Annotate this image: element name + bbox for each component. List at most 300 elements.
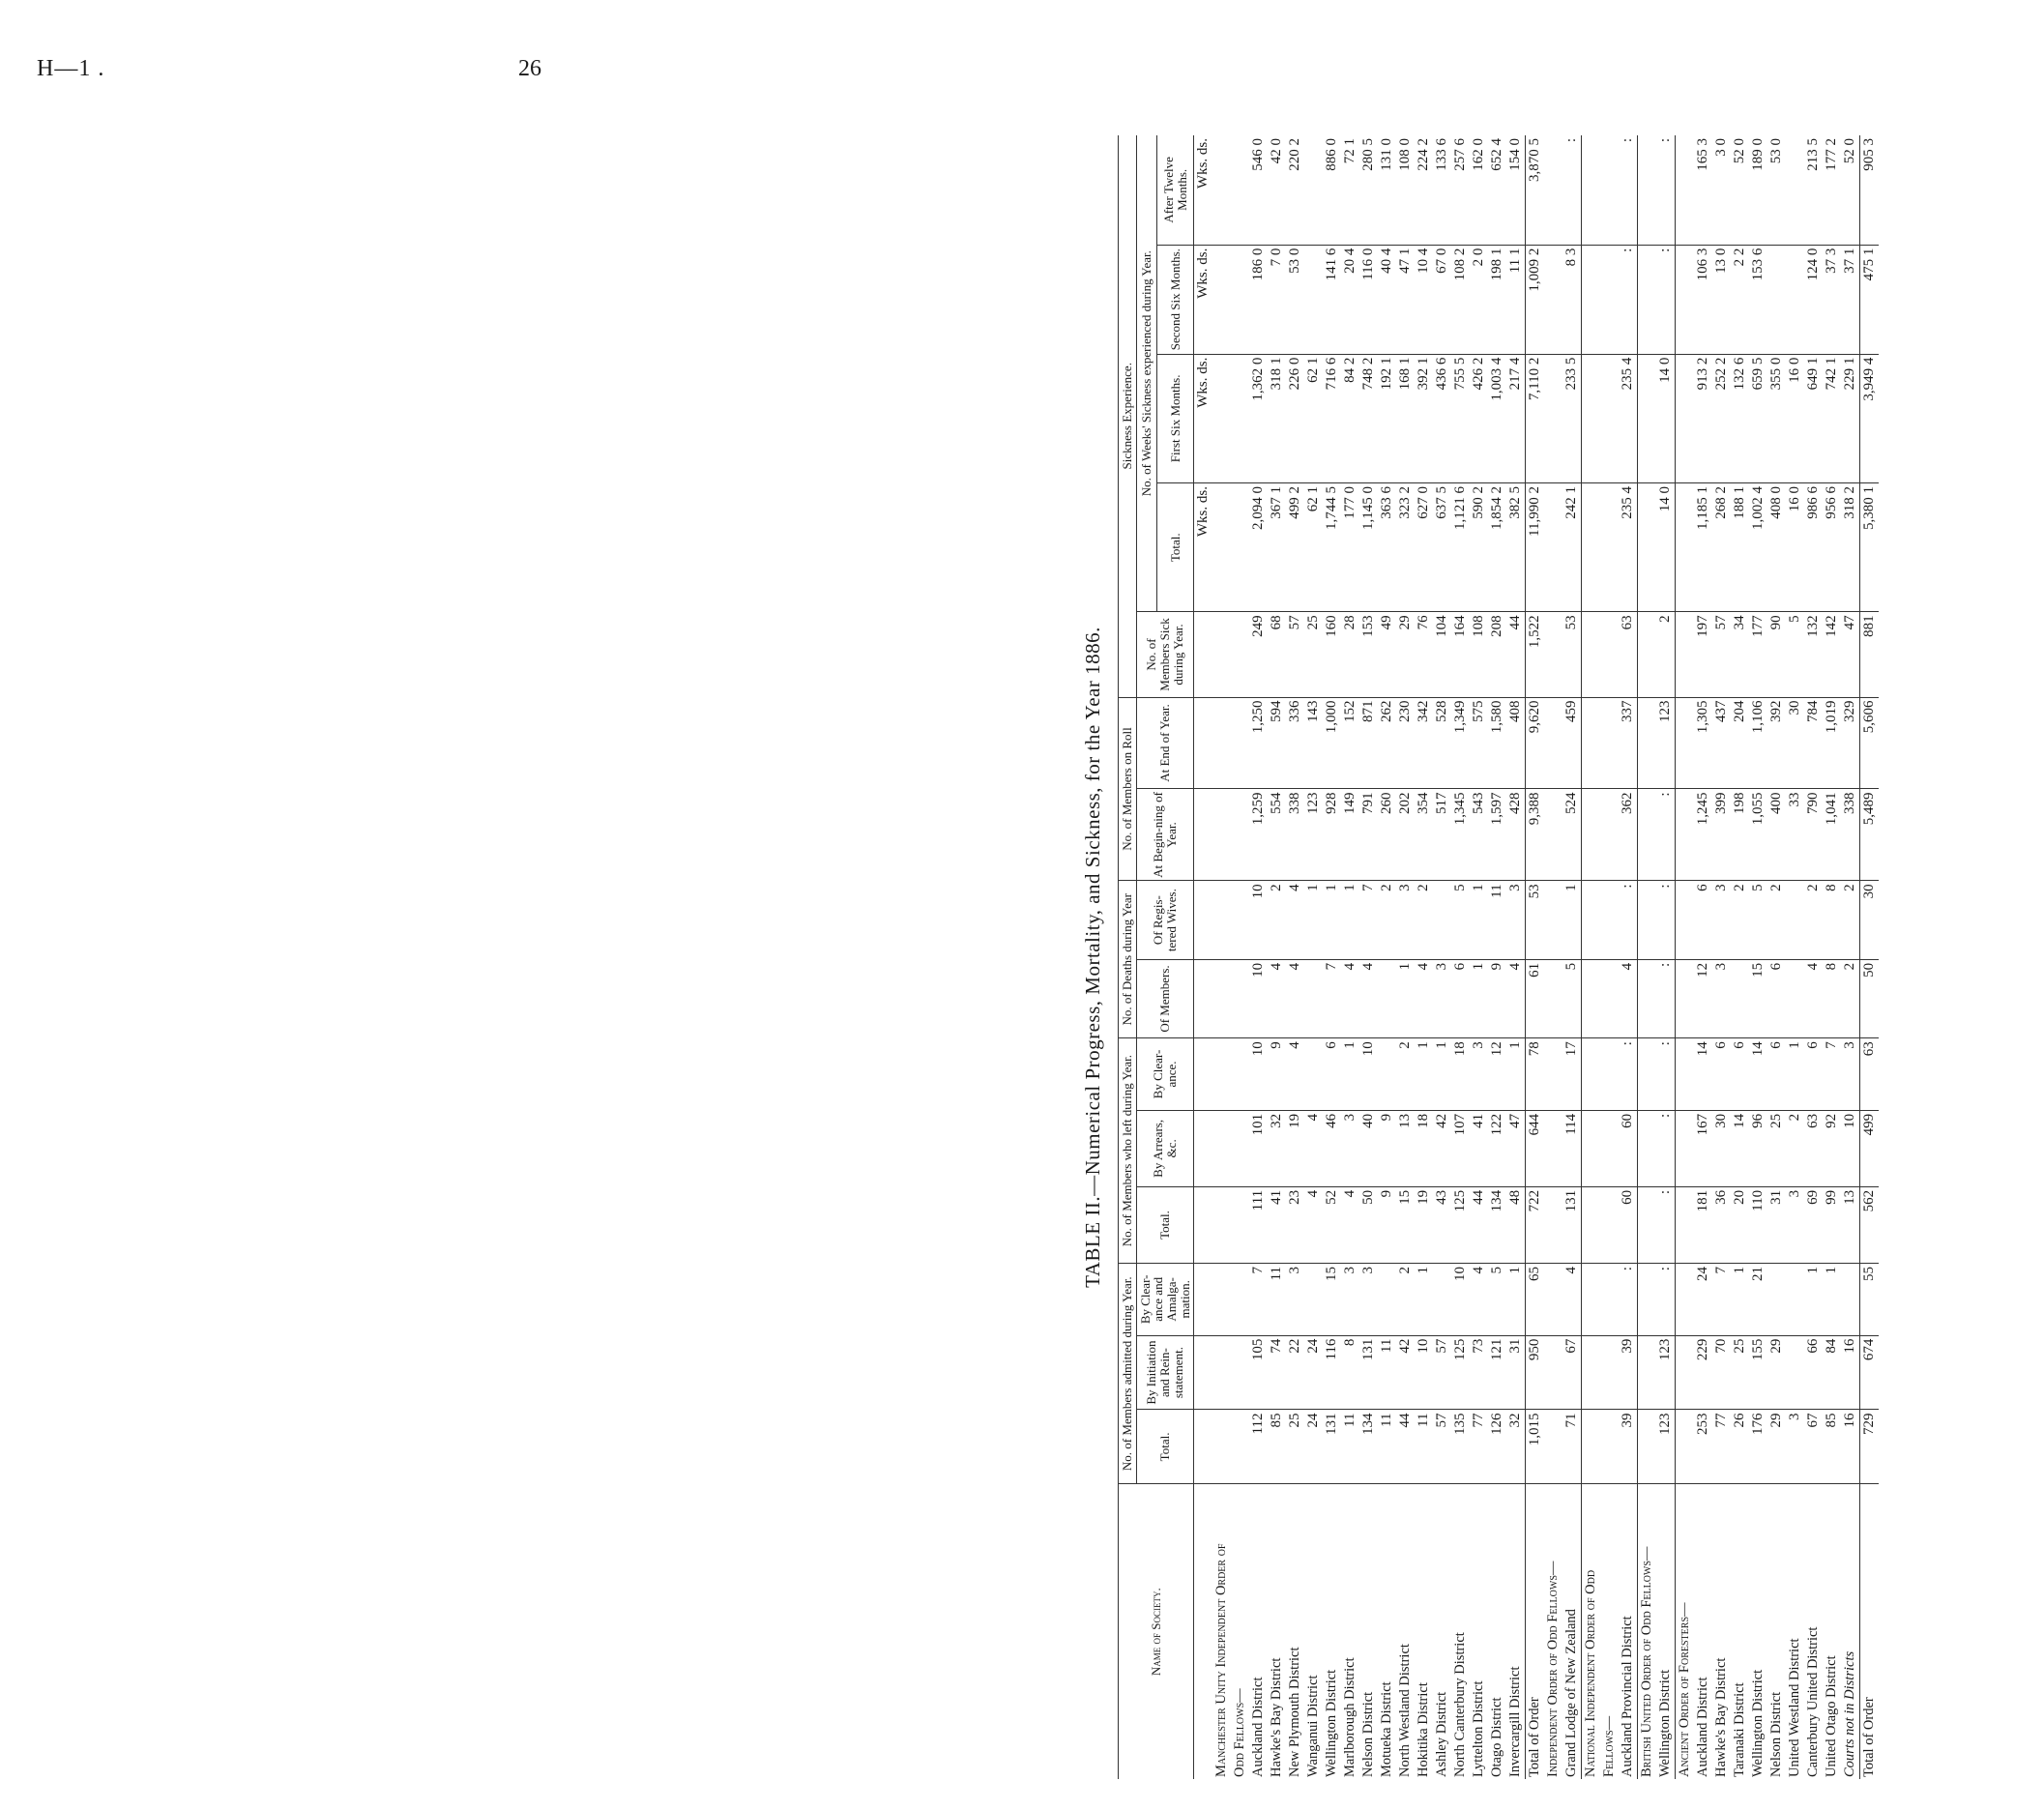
table-cell [1544, 1038, 1562, 1111]
table-cell [1544, 1410, 1562, 1484]
table-cell: 233 5 [1562, 354, 1582, 482]
table-cell: 337 [1619, 697, 1638, 789]
table-cell: 17 [1562, 1038, 1582, 1111]
table-cell: 436 6 [1433, 354, 1451, 482]
society-name: National Independent Order of Odd [1583, 1569, 1599, 1777]
page-number: 26 [518, 56, 541, 81]
table-cell: 25 [1731, 1335, 1749, 1410]
society-name: Wanganui District [1305, 1675, 1322, 1777]
table-cell: 50 [1359, 1186, 1378, 1263]
society-name: Ancient Order of Foresters— [1677, 1602, 1693, 1777]
table-cell: 29 [1767, 1410, 1786, 1484]
table-cell: 1 [1396, 959, 1415, 1037]
table-cell: 177 0 [1341, 483, 1359, 612]
table-cell: 20 [1731, 1186, 1749, 1263]
table-cell [1676, 789, 1695, 881]
table-cell [1544, 245, 1562, 354]
table-cell [1212, 1264, 1231, 1336]
group-heading-row [1638, 135, 1657, 1779]
table-row [1731, 135, 1749, 1779]
society-name: Canterbury United District [1805, 1626, 1822, 1777]
table-cell [1600, 245, 1619, 354]
table-cell: 342 [1415, 697, 1433, 789]
table-cell: 262 [1378, 697, 1396, 789]
table-cell: 4 [1304, 1186, 1323, 1263]
table-cell [1304, 1264, 1323, 1336]
table-cell: 4 [1286, 1038, 1304, 1111]
table-row [1841, 135, 1860, 1779]
table-cell: 2 [1656, 612, 1676, 697]
table-cell: 153 6 [1749, 245, 1767, 354]
table-cell: 40 4 [1378, 245, 1396, 354]
table-cell: 165 3 [1694, 135, 1712, 245]
table-cell [1231, 1410, 1249, 1484]
table-cell: 42 [1433, 1110, 1451, 1186]
table-cell: 167 [1694, 1110, 1712, 1186]
table-cell: : [1619, 881, 1638, 959]
table-cell [1544, 697, 1562, 789]
table-cell: 354 [1415, 789, 1433, 881]
table-cell [1638, 959, 1657, 1037]
table-cell: 6 [1767, 959, 1786, 1037]
table-cell: : [1562, 135, 1582, 245]
society-name: North Westland District [1397, 1644, 1414, 1777]
society-name: Manchester Unity Independent Order of [1213, 1543, 1230, 1777]
table-cell: 4 [1304, 1110, 1323, 1186]
table-cell: 881 [1860, 612, 1880, 697]
table-cell: 6 [1731, 1038, 1749, 1111]
table-cell: 3 [1470, 1038, 1488, 1111]
table-cell: 57 [1433, 1410, 1451, 1484]
table-cell [1786, 1335, 1804, 1410]
table-cell [1231, 1038, 1249, 1111]
table-cell: 28 [1341, 612, 1359, 697]
table-cell: 70 [1712, 1335, 1731, 1410]
table-cell: 15 [1749, 959, 1767, 1037]
table-row [1767, 135, 1786, 1779]
table-cell [1600, 1186, 1619, 1263]
table-cell: 133 6 [1433, 135, 1451, 245]
table-cell: 107 [1451, 1110, 1470, 1186]
table-cell: 41 [1470, 1110, 1488, 1186]
table-cell [1378, 1264, 1396, 1336]
table-cell: 122 [1488, 1110, 1506, 1186]
table-cell: 2 [1396, 1264, 1415, 1336]
table-cell: 5 [1562, 959, 1582, 1037]
society-name: United Westland District [1787, 1638, 1803, 1777]
table-cell: 31 [1767, 1186, 1786, 1263]
table-cell: 123 [1656, 1335, 1676, 1410]
table-cell: 4 [1268, 959, 1286, 1037]
table-cell: 1,854 2 [1488, 483, 1506, 612]
table-cell: 871 [1359, 697, 1378, 789]
table-cell: 1 [1470, 881, 1488, 959]
table-cell: 253 [1694, 1410, 1712, 1484]
table-cell: 53 [1526, 881, 1545, 959]
table-cell: 32 [1506, 1410, 1526, 1484]
header-admitted-clear: By Clear-ance and Amalga-mation. [1136, 1264, 1194, 1336]
society-name: British United Order of Odd Fellows— [1639, 1546, 1655, 1777]
table-cell: 1 [1341, 1038, 1359, 1111]
table-cell [1582, 483, 1601, 612]
table-cell: 7,110 2 [1526, 354, 1545, 482]
table-cell: 408 [1506, 697, 1526, 789]
table-cell [1544, 1335, 1562, 1410]
table-cell: 135 [1451, 1410, 1470, 1484]
table-cell: 268 2 [1712, 483, 1731, 612]
table-cell: 362 [1619, 789, 1638, 881]
table-cell: 99 [1823, 1186, 1841, 1263]
table-cell [1600, 881, 1619, 959]
table-cell: 905 3 [1860, 135, 1880, 245]
table-cell [1600, 612, 1619, 697]
table-cell: 10 [1249, 1038, 1268, 1111]
table-cell [1304, 245, 1323, 354]
table-cell: 5 [1786, 612, 1804, 697]
table-row [1451, 135, 1470, 1779]
table-cell: 53 0 [1286, 245, 1304, 354]
header-left-total: Total. [1136, 1186, 1194, 1263]
table-cell: 124 0 [1804, 245, 1823, 354]
table-cell: 659 5 [1749, 354, 1767, 482]
table-cell [1786, 959, 1804, 1037]
table-cell: 155 [1749, 1335, 1767, 1410]
table-cell: 742 1 [1823, 354, 1841, 482]
society-name: Otago District [1489, 1697, 1505, 1777]
table-cell [1767, 1264, 1786, 1336]
table-cell: 367 1 [1268, 483, 1286, 612]
table-cell: 338 [1841, 789, 1860, 881]
table-cell: 105 [1249, 1335, 1268, 1410]
table-cell: 5 [1488, 1264, 1506, 1336]
table-cell: 2 [1841, 881, 1860, 959]
table-cell: 1,580 [1488, 697, 1506, 789]
table-cell: 790 [1804, 789, 1823, 881]
total-row [1526, 135, 1545, 1779]
table-cell [1582, 135, 1601, 245]
table-cell: 3,949 4 [1860, 354, 1880, 482]
table-cell: 1,002 4 [1749, 483, 1767, 612]
table-cell [1212, 1186, 1231, 1263]
table-cell [1600, 354, 1619, 482]
table-cell: 74 [1268, 1335, 1286, 1410]
table-cell: 226 0 [1286, 354, 1304, 482]
table-cell: 4 [1359, 959, 1378, 1037]
table-row [1249, 135, 1268, 1779]
table-cell: 1,145 0 [1359, 483, 1378, 612]
header-weeks-second: Second Six Months. [1157, 245, 1194, 354]
table-cell: 5 [1749, 881, 1767, 959]
table-cell: 1 [1823, 1264, 1841, 1336]
table-cell: 123 [1656, 697, 1676, 789]
table-row [1396, 135, 1415, 1779]
table-cell: 4 [1562, 1264, 1582, 1336]
table-cell: 123 [1656, 1410, 1676, 1484]
table-cell [1212, 1410, 1231, 1484]
table-cell: 176 [1749, 1410, 1767, 1484]
table-cell: 11 [1378, 1335, 1396, 1410]
society-name: Hawke's Bay District [1269, 1657, 1285, 1777]
table-cell: 4 [1506, 959, 1526, 1037]
table-cell: 1 [1506, 1264, 1526, 1336]
table-cell: 4 [1341, 959, 1359, 1037]
table-cell: 46 [1323, 1110, 1341, 1186]
table-cell [1638, 1110, 1657, 1186]
society-name: North Canterbury District [1452, 1632, 1469, 1777]
table-cell: 791 [1359, 789, 1378, 881]
table-cell: 40 [1359, 1110, 1378, 1186]
page-code: H—1 . [37, 56, 105, 81]
table-cell: 18 [1415, 1110, 1433, 1186]
table-cell: 23 [1286, 1186, 1304, 1263]
table-body [1194, 135, 1880, 1779]
table-cell: : [1619, 135, 1638, 245]
table-cell: 5,489 [1860, 789, 1880, 881]
table-cell: 3 0 [1712, 135, 1731, 245]
table-cell [1212, 1110, 1231, 1186]
table-row [1470, 135, 1488, 1779]
table-cell: 1,055 [1749, 789, 1767, 881]
table-cell: 71 [1562, 1410, 1582, 1484]
table-row [1823, 135, 1841, 1779]
table-cell [1544, 1186, 1562, 1263]
table-cell: 44 [1506, 612, 1526, 697]
table-cell: 3 [1712, 881, 1731, 959]
society-name: Taranaki District [1732, 1682, 1748, 1777]
table-row [1304, 135, 1323, 1779]
table-cell [1600, 1410, 1619, 1484]
table-cell: 13 [1841, 1186, 1860, 1263]
table-cell: 168 1 [1396, 354, 1415, 482]
table-cell: 338 [1286, 789, 1304, 881]
table-cell: 1 [1415, 1038, 1433, 1111]
table-cell: 32 [1268, 1110, 1286, 1186]
header-weeks-first: First Six Months. [1157, 354, 1194, 482]
table-cell: 61 [1526, 959, 1545, 1037]
table-cell: 114 [1562, 1110, 1582, 1186]
table-cell: 41 [1268, 1186, 1286, 1263]
table-row [1359, 135, 1378, 1779]
table-cell: : [1619, 1264, 1638, 1336]
table-cell: 5,606 [1860, 697, 1880, 789]
table-cell: 3 [1359, 1264, 1378, 1336]
table-cell: 323 2 [1396, 483, 1415, 612]
society-name: Lyttelton District [1471, 1680, 1487, 1777]
table-cell: 7 [1323, 959, 1341, 1037]
table-cell: 3 [1506, 881, 1526, 959]
table-cell: 9 [1378, 1186, 1396, 1263]
table-cell [1231, 697, 1249, 789]
table-cell: 197 [1694, 612, 1712, 697]
table-cell [1582, 1264, 1601, 1336]
table-cell: 2 [1415, 881, 1433, 959]
table-cell: 57 [1433, 1335, 1451, 1410]
table-cell: 674 [1860, 1335, 1880, 1410]
group-heading-row [1676, 135, 1695, 1779]
table-cell: 6 [1767, 1038, 1786, 1111]
table-cell [1582, 612, 1601, 697]
table-cell: 52 0 [1731, 135, 1749, 245]
table-cell: 132 [1804, 612, 1823, 697]
table-cell [1676, 881, 1695, 959]
table-cell: 25 [1286, 1410, 1304, 1484]
table-cell: 1 [1304, 881, 1323, 959]
table-cell: 123 [1304, 789, 1323, 881]
table-cell: 1,041 [1823, 789, 1841, 881]
table-cell [1676, 959, 1695, 1037]
table-cell: 153 [1359, 612, 1378, 697]
table-cell [1304, 959, 1323, 1037]
table-cell: 5 [1451, 881, 1470, 959]
header-roll-end: At End of Year. [1136, 697, 1194, 789]
table-cell: 63 [1619, 612, 1638, 697]
table-cell [1231, 959, 1249, 1037]
table-cell: 16 0 [1786, 483, 1804, 612]
table-cell: 2 [1804, 881, 1823, 959]
table-cell [1638, 881, 1657, 959]
unit-label: Wks. ds. [1194, 135, 1213, 245]
table-cell: 11 [1341, 1410, 1359, 1484]
table-cell: 956 6 [1823, 483, 1841, 612]
table-cell: 36 [1712, 1186, 1731, 1263]
group-heading-row [1231, 135, 1249, 1779]
table-cell: 7 0 [1268, 245, 1286, 354]
table-cell: 66 [1804, 1335, 1823, 1410]
table-cell: 950 [1526, 1335, 1545, 1410]
table-cell: 162 0 [1470, 135, 1488, 245]
table-cell: 204 [1731, 697, 1749, 789]
table-cell [1638, 354, 1657, 482]
table-cell: 382 5 [1506, 483, 1526, 612]
society-name: Fellows— [1601, 1715, 1618, 1777]
table-cell [1638, 612, 1657, 697]
table-cell: 69 [1804, 1186, 1823, 1263]
society-name: Nelson District [1768, 1691, 1785, 1777]
table-cell: 363 6 [1378, 483, 1396, 612]
table-cell: 8 [1823, 959, 1841, 1037]
table-cell: 77 [1712, 1410, 1731, 1484]
table-cell: 9 [1488, 959, 1506, 1037]
table-cell: 16 0 [1786, 354, 1804, 482]
table-cell: 2 [1767, 881, 1786, 959]
table-cell: 784 [1804, 697, 1823, 789]
table-cell: 1 [1341, 881, 1359, 959]
society-name: Nelson District [1360, 1691, 1377, 1777]
society-name: Hokitika District [1416, 1682, 1432, 1777]
table-cell [1544, 881, 1562, 959]
table-cell: 3 [1433, 959, 1451, 1037]
table-cell: 4 [1470, 1264, 1488, 1336]
table-cell: 14 [1694, 1038, 1712, 1111]
table-cell: 9 [1268, 1038, 1286, 1111]
table-cell: 63 [1860, 1038, 1880, 1111]
table-cell: 177 [1749, 612, 1767, 697]
table-cell: 9,388 [1526, 789, 1545, 881]
table-cell: 6 [1804, 1038, 1823, 1111]
table-cell: 50 [1860, 959, 1880, 1037]
table-row [1268, 135, 1286, 1779]
table-cell: 14 [1749, 1038, 1767, 1111]
table-cell: 2 [1731, 881, 1749, 959]
table-cell: 15 [1323, 1264, 1341, 1336]
table-cell: 110 [1749, 1186, 1767, 1263]
table-cell: 6 [1694, 881, 1712, 959]
table-cell: : [1656, 1110, 1676, 1186]
table-cell: 249 [1249, 612, 1268, 697]
table-cell: 42 [1396, 1335, 1415, 1410]
table-cell [1676, 1264, 1695, 1336]
table-cell: 142 [1823, 612, 1841, 697]
table-cell: 121 [1488, 1335, 1506, 1410]
society-name: Hawke's Bay District [1713, 1657, 1730, 1777]
table-cell: 19 [1415, 1186, 1433, 1263]
table-cell: 6 [1323, 1038, 1341, 1111]
table-cell: 181 [1694, 1186, 1712, 1263]
table-cell: 1,250 [1249, 697, 1268, 789]
table-cell: 154 0 [1506, 135, 1526, 245]
table-cell: : [1656, 135, 1676, 245]
table-cell: 2 [1378, 881, 1396, 959]
table-cell: 55 [1860, 1264, 1880, 1336]
table-cell: 43 [1433, 1186, 1451, 1263]
table-cell: 33 [1786, 789, 1804, 881]
table-cell: 260 [1378, 789, 1396, 881]
table-cell [1786, 135, 1804, 245]
table-cell: 399 [1712, 789, 1731, 881]
table-cell: 141 6 [1323, 245, 1341, 354]
society-name: Grand Lodge of New Zealand [1562, 1484, 1582, 1779]
table-cell: 1,597 [1488, 789, 1506, 881]
table-cell [1600, 959, 1619, 1037]
table-row [1712, 135, 1731, 1779]
table-cell [1212, 483, 1231, 612]
table-cell: 47 [1841, 612, 1860, 697]
table-cell [1544, 1264, 1562, 1336]
table-cell: 37 3 [1823, 245, 1841, 354]
table-cell: 108 2 [1451, 245, 1470, 354]
table-cell [1676, 354, 1695, 482]
table-cell: 3,870 5 [1526, 135, 1545, 245]
table-cell: 10 [1249, 959, 1268, 1037]
table-cell: 1,245 [1694, 789, 1712, 881]
table-cell: 1 [1804, 1264, 1823, 1336]
table-cell: 11 [1268, 1264, 1286, 1336]
table-cell: 116 0 [1359, 245, 1378, 354]
table-cell: 160 [1323, 612, 1341, 697]
table-cell: 72 1 [1341, 135, 1359, 245]
table-cell: 426 2 [1470, 354, 1488, 482]
table-cell [1676, 1335, 1695, 1410]
table-cell: 152 [1341, 697, 1359, 789]
table-cell: 4 [1619, 959, 1638, 1037]
table-cell [1544, 612, 1562, 697]
table-cell: 24 [1694, 1264, 1712, 1336]
table-cell: 25 [1767, 1110, 1786, 1186]
table-cell: 355 0 [1767, 354, 1786, 482]
header-deaths: No. of Deaths during Year [1119, 881, 1137, 1038]
table-cell: 1 [1731, 1264, 1749, 1336]
society-name: Auckland Provincial District [1619, 1484, 1638, 1779]
table-cell: 8 [1341, 1335, 1359, 1410]
table-cell: 1,345 [1451, 789, 1470, 881]
table-cell [1304, 1038, 1323, 1111]
table-cell: 10 [1359, 1038, 1378, 1111]
table-cell: : [1656, 245, 1676, 354]
table-cell: 53 [1562, 612, 1582, 697]
table-cell [1212, 354, 1231, 482]
table-cell [1676, 245, 1695, 354]
table-cell: 108 0 [1396, 135, 1415, 245]
